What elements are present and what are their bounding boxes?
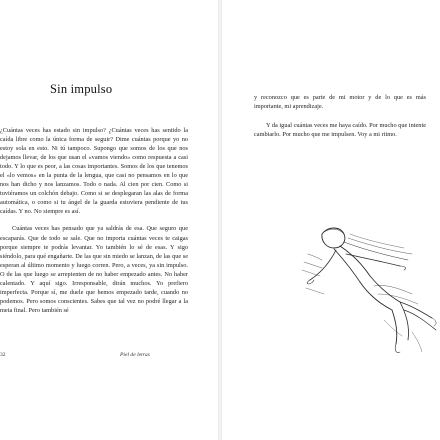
right-paragraph-1: y reconozco que es parte de mi motor y de lo que es más importante, mi aprendizaje. [254, 94, 426, 111]
right-paragraph-2: Y da igual cuántas veces me haya caído. Por mucho que intente cambiarlo. Por mucho que me impulsen. Voy a mi ritmo. [254, 122, 426, 139]
left-page-body [0, 126, 188, 315]
running-footer: Piel de letras [120, 352, 150, 358]
falling-figure-sketch-icon [300, 214, 440, 364]
page-number: 32 [0, 352, 6, 358]
left-paragraph-1: ¿Cuántas veces has estado sin impulso? ¿Cuántas veces has sentido la caída libre como la única forma de seguir? Dime cuántas porque yo no estoy sola en esto. Ni tú tampoco. Supongo que somos de los que nos dejamos llevar, de los que usan el «vamos viendo» como respuesta a casi todo. Y lo que es peor, a las cosas importantes. Somos de los que tenemos el «lo vemos» en la punta de la lengua, que casi no pensamos en lo que nos han dicho y nos lanzamos. Todo o nada. Al cien por cien. Como si tuviéramos un colchón debajo. Como si se desplegaran las alas de forma automática, o como si tu ángel de la guarda estuviera pendiente de tus caídas. Y no. No siempre es así. [0, 127, 188, 216]
left-paragraph-2: Cuántas veces has pensado que ya saldrás de esa. Que seguro que escaparás. Que de todo se sale. Que no importa cuántas veces te caigas porque siempre te podrás levantar. Yo también lo sé de esas. Y sigo siéndolo, para qué engañarte. De las que sin miedo se lanzan, de las que se esperan al último momento y luego corren. Pero, a veces, ya sin impulso. O de las que luego se arrepienten de no haber empezado antes. No haber calentado. Y aquí sigo. Irresponsable, dirán muchos. Yo prefiero imperfecta. Porque sí, me duele que hemos empezado tarde, cuando no podemos. Pero somos conscientes. Sabes que tal vez no podré llegar a la meta final. Pero también sé [0, 225, 188, 314]
right-page-body [254, 93, 426, 139]
chapter-title: Sin impulso [50, 82, 113, 96]
left-page [0, 0, 218, 440]
